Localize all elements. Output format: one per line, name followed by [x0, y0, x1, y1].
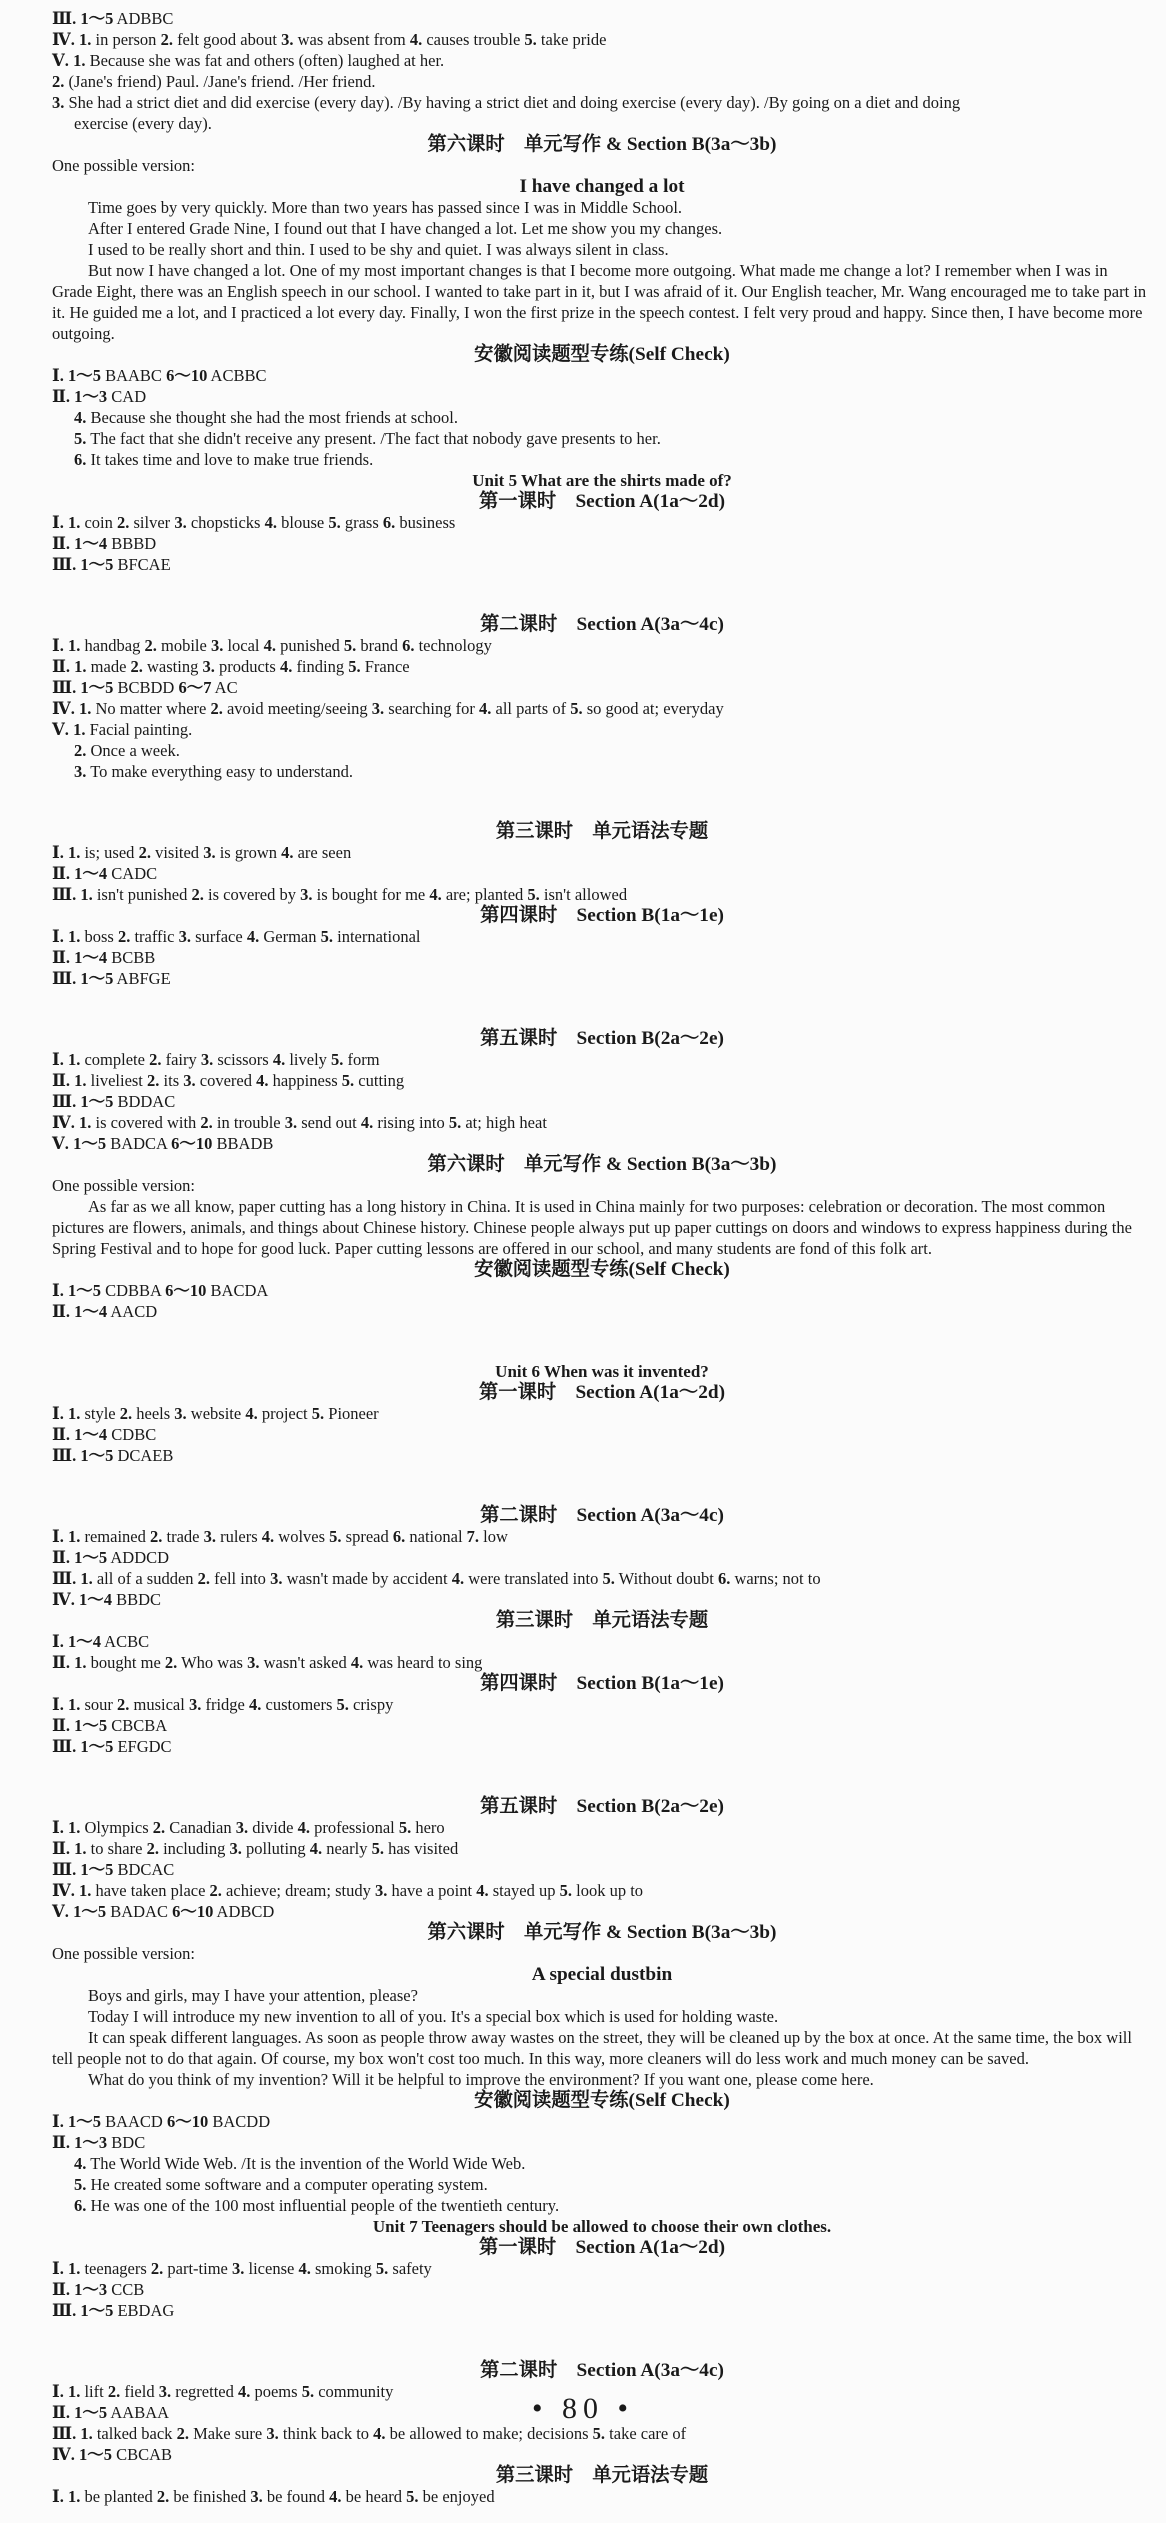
- section-heading: 第六课时 单元写作 & Section B(3a～3b): [427, 1922, 777, 1943]
- unit-heading: Unit 6 When was it invented?: [495, 1362, 709, 1381]
- section-heading: 第四课时 Section B(1a～1e): [480, 905, 724, 926]
- answer-line: Ⅱ. 1. to share 2. including 3. polluting 4. nearly 5. has visited: [52, 1839, 459, 1858]
- answer-line: Ⅳ. 1. is covered with 2. in trouble 3. send out 4. rising into 5. at; high heat: [52, 1113, 547, 1132]
- section-heading: 第六课时 单元写作 & Section B(3a～3b): [427, 1154, 777, 1175]
- answer-line: Ⅱ. 1～5 CBCBA: [52, 1716, 168, 1735]
- spacer: [52, 592, 1152, 598]
- answer-line: Ⅲ. 1～5 DCAEB: [52, 1446, 174, 1465]
- answer-line: 2. (Jane's friend) Paul. /Jane's friend. /Her friend.: [52, 72, 376, 91]
- answer-line: Ⅱ. 1～4 AACD: [52, 1302, 158, 1321]
- answer-line: Ⅰ. 1～5 BAABC 6～10 ACBBC: [52, 366, 267, 385]
- answer-line: Ⅰ. 1～5 CDBBA 6～10 BACDA: [52, 1281, 269, 1300]
- answer-line: Ⅰ. 1. sour 2. musical 3. fridge 4. customers 5. crispy: [52, 1695, 394, 1714]
- answer-line: One possible version:: [52, 1176, 195, 1195]
- essay-paragraph: I used to be really short and thin. I used to be shy and quiet. I was always silent in class.: [88, 240, 669, 259]
- answer-line: 5. The fact that she didn't receive any present. /The fact that nobody gave presents to her.: [74, 429, 661, 448]
- section-heading: 安徽阅读题型专练(Self Check): [474, 1259, 730, 1280]
- answer-line: Ⅰ. 1～4 ACBC: [52, 1632, 150, 1651]
- answer-line: Ⅱ. 1. made 2. wasting 3. products 4. finding 5. France: [52, 657, 410, 676]
- answer-line: 2. Once a week.: [74, 741, 180, 760]
- section-heading: 安徽阅读题型专练(Self Check): [474, 2090, 730, 2111]
- answer-line: Ⅴ. 1～5 BADCA 6～10 BBADB: [52, 1134, 274, 1153]
- answer-line: Ⅲ. 1～5 ADBBC: [52, 9, 174, 28]
- answer-line: Ⅰ. 1. coin 2. silver 3. chopsticks 4. blouse 5. grass 6. business: [52, 513, 456, 532]
- section-heading: 安徽阅读题型专练(Self Check): [474, 344, 730, 365]
- unit-heading: Unit 7 Teenagers should be allowed to choose their own clothes.: [372, 2217, 832, 2236]
- spacer: [52, 1339, 1152, 1345]
- section-heading: 第四课时 Section B(1a～1e): [480, 1673, 724, 1694]
- unit-heading: Unit 5 What are the shirts made of?: [472, 471, 732, 490]
- answer-line: Ⅰ. 1. complete 2. fairy 3. scissors 4. lively 5. form: [52, 1050, 380, 1069]
- answer-line: Ⅲ. 1～5 BCBDD 6～7 AC: [52, 678, 238, 697]
- answer-line: exercise (every day).: [74, 114, 212, 133]
- answer-line: Ⅰ. 1. Olympics 2. Canadian 3. divide 4. professional 5. hero: [52, 1818, 445, 1837]
- answer-line: Ⅴ. 1～5 BADAC 6～10 ADBCD: [52, 1902, 275, 1921]
- answer-line: Ⅰ. 1. remained 2. trade 3. rulers 4. wolves 5. spread 6. national 7. low: [52, 1527, 508, 1546]
- answer-line: Ⅱ. 1～4 BBBD: [52, 534, 157, 553]
- section-heading: 第三课时 单元语法专题: [495, 1610, 709, 1631]
- answer-line: Ⅲ. 1～5 EBDAG: [52, 2301, 175, 2320]
- answer-line: Ⅱ. 1～4 CDBC: [52, 1425, 157, 1444]
- section-heading: 第一课时 Section A(1a～2d): [478, 491, 726, 512]
- essay-paragraph: Today I will introduce my new invention to all of you. It's a special box which is used for holding waste.: [88, 2007, 779, 2026]
- essay-paragraph: What do you think of my invention? Will it be helpful to improve the environment? If you want one, please come here.: [88, 2070, 874, 2089]
- essay-paragraph: It can speak different languages. As soon as people throw away wastes on the street, they will be cleaned up by the box at once. At the same time, the box will tell people not to do that again. Of course, my box won't cost too much. In this way, more cleaners will do less work and much money can be saved.: [52, 2028, 1132, 2068]
- section-heading: 第二课时 Section A(3a～4c): [480, 614, 724, 635]
- answer-line: Ⅱ. 1～3 BDC: [52, 2133, 146, 2152]
- spacer: [52, 1006, 1152, 1012]
- answer-line: 4. The World Wide Web. /It is the invention of the World Wide Web.: [74, 2154, 526, 2173]
- answer-line: Ⅲ. 1～5 BDDAC: [52, 1092, 176, 1111]
- answer-line: Ⅰ. 1. handbag 2. mobile 3. local 4. punished 5. brand 6. technology: [52, 636, 492, 655]
- answer-line: Ⅲ. 1. isn't punished 2. is covered by 3. is bought for me 4. are; planted 5. isn't allowed: [52, 885, 628, 904]
- essay-paragraph: But now I have changed a lot. One of my most important changes is that I become more outgoing. What made me change a lot? I remember when I was in Grade Eight, there was an English speech in our school. I wanted to take part in it, but I was afraid of it. Our English teacher, Mr. Wang encouraged me to take part in it. He guided me a lot, and I practiced a lot every day. Finally, I won the first prize in the speech contest. I felt very proud and happy. Since then, I have become more outgoing.: [52, 261, 1147, 343]
- answer-line: Ⅰ. 1. boss 2. traffic 3. surface 4. German 5. international: [52, 927, 421, 946]
- answer-line: Ⅲ. 1～5 BFCAE: [52, 555, 171, 574]
- section-heading: 第三课时 单元语法专题: [495, 821, 709, 842]
- section-heading: 第三课时 单元语法专题: [495, 2465, 709, 2486]
- answer-line: Ⅰ. 1. teenagers 2. part-time 3. license 4. smoking 5. safety: [52, 2259, 432, 2278]
- answer-line: Ⅱ. 1. bought me 2. Who was 3. wasn't asked 4. was heard to sing: [52, 1653, 483, 1672]
- essay-paragraph: Time goes by very quickly. More than two years has passed since I was in Middle School.: [88, 198, 683, 217]
- answer-line: Ⅳ. 1～4 BBDC: [52, 1590, 162, 1609]
- answer-line: Ⅲ. 1～5 BDCAC: [52, 1860, 175, 1879]
- answer-line: Ⅲ. 1～5 ABFGE: [52, 969, 171, 988]
- answer-line: 6. It takes time and love to make true friends.: [74, 450, 374, 469]
- answer-line: 4. Because she thought she had the most friends at school.: [74, 408, 459, 427]
- answer-line: Ⅰ. 1. is; used 2. visited 3. is grown 4. are seen: [52, 843, 352, 862]
- answer-line: Ⅰ. 1. be planted 2. be finished 3. be found 4. be heard 5. be enjoyed: [52, 2487, 495, 2506]
- section-heading: A special dustbin: [531, 1964, 673, 1985]
- section-heading: 第一课时 Section A(1a～2d): [478, 1382, 726, 1403]
- essay-paragraph: After I entered Grade Nine, I found out that I have changed a lot. Let me show you my changes.: [88, 219, 723, 238]
- section-heading: 第二课时 Section A(3a～4c): [480, 1505, 724, 1526]
- answer-line: Ⅱ. 1. liveliest 2. its 3. covered 4. happiness 5. cutting: [52, 1071, 405, 1090]
- answer-line: Ⅱ. 1～5 AABAA: [52, 2403, 170, 2422]
- answer-line: One possible version:: [52, 156, 195, 175]
- answer-line: One possible version:: [52, 1944, 195, 1963]
- answer-line: 5. He created some software and a computer operating system.: [74, 2175, 488, 2194]
- spacer: [52, 2338, 1152, 2344]
- section-heading: 第一课时 Section A(1a～2d): [478, 2237, 726, 2258]
- answer-line: Ⅰ. 1. lift 2. field 3. regretted 4. poems 5. community: [52, 2382, 394, 2401]
- answer-content: [52, 8, 1152, 2507]
- page-number: • 80 •: [531, 2392, 634, 2425]
- section-heading: I have changed a lot: [519, 176, 685, 197]
- answer-line: Ⅳ. 1. have taken place 2. achieve; dream; study 3. have a point 4. stayed up 5. look up to: [52, 1881, 644, 1900]
- answer-line: Ⅳ. 1. No matter where 2. avoid meeting/seeing 3. searching for 4. all parts of 5. so good at; everyday: [52, 699, 724, 718]
- answer-line: Ⅱ. 1～4 CADC: [52, 864, 158, 883]
- answer-line: Ⅲ. 1. talked back 2. Make sure 3. think back to 4. be allowed to make; decisions 5. take care of: [52, 2424, 687, 2443]
- spacer: [52, 1774, 1152, 1780]
- spacer: [52, 1483, 1152, 1489]
- section-heading: 第二课时 Section A(3a～4c): [480, 2360, 724, 2381]
- answer-line: Ⅰ. 1～5 BAACD 6～10 BACDD: [52, 2112, 271, 2131]
- answer-line: Ⅱ. 1～3 CAD: [52, 387, 147, 406]
- essay-paragraph: Boys and girls, may I have your attention, please?: [88, 1986, 418, 2005]
- section-heading: 第五课时 Section B(2a～2e): [480, 1796, 724, 1817]
- answer-line: Ⅰ. 1. style 2. heels 3. website 4. project 5. Pioneer: [52, 1404, 379, 1423]
- essay-paragraph: As far as we all know, paper cutting has a long history in China. It is used in China mainly for two purposes: celebration or decoration. The most common pictures are flowers, animals, and things about Chinese history. Chinese people always put up paper cuttings on doors and windows to express happiness during the Spring Festival and to hope for good luck. Paper cutting lessons are offered in our school, and many students are fond of this folk art.: [52, 1197, 1132, 1258]
- answer-line: 3. To make everything easy to understand.: [74, 762, 353, 781]
- answer-line: 3. She had a strict diet and did exercise (every day). /By having a strict diet and doing exercise (every day). /By going on a diet and doing: [52, 93, 961, 112]
- spacer: [52, 799, 1152, 805]
- section-heading: 第五课时 Section B(2a～2e): [480, 1028, 724, 1049]
- answer-line: Ⅳ. 1～5 CBCAB: [52, 2445, 173, 2464]
- answer-line: Ⅲ. 1. all of a sudden 2. fell into 3. wasn't made by accident 4. were translated into 5. Without doubt 6. warns; not to: [52, 1569, 821, 1588]
- answer-line: Ⅴ. 1. Facial painting.: [52, 720, 193, 739]
- answer-line: Ⅲ. 1～5 EFGDC: [52, 1737, 172, 1756]
- answer-line: Ⅱ. 1～5 ADDCD: [52, 1548, 170, 1567]
- answer-line: 6. He was one of the 100 most influential people of the twentieth century.: [74, 2196, 560, 2215]
- answer-line: Ⅱ. 1～3 CCB: [52, 2280, 145, 2299]
- answer-line: Ⅴ. 1. Because she was fat and others (often) laughed at her.: [52, 51, 445, 70]
- answer-line: Ⅱ. 1～4 BCBB: [52, 948, 156, 967]
- answer-line: Ⅳ. 1. in person 2. felt good about 3. was absent from 4. causes trouble 5. take pride: [52, 30, 607, 49]
- section-heading: 第六课时 单元写作 & Section B(3a～3b): [427, 134, 777, 155]
